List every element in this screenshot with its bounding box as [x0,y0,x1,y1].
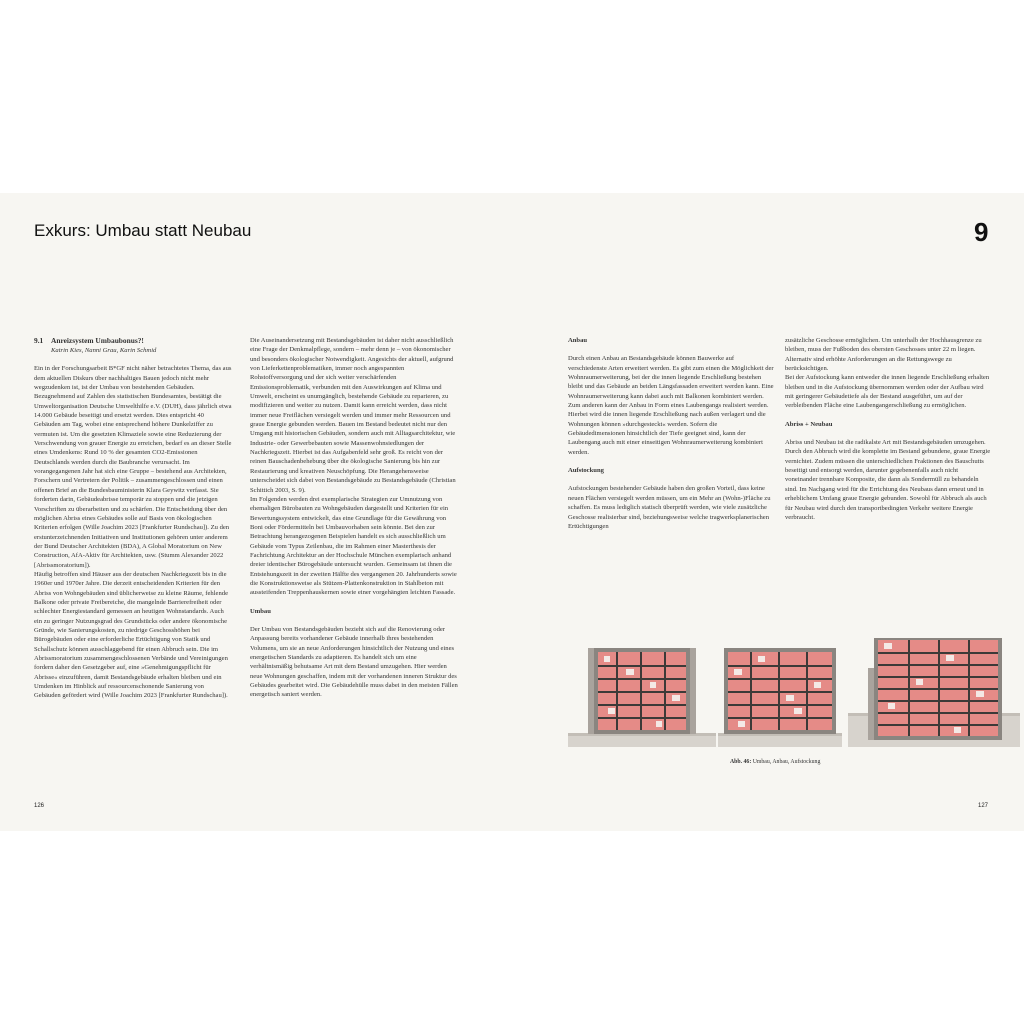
caption-label: Abb. 46: [730,759,752,765]
subheading-abriss-neubau: Abriss + Neubau [785,420,833,428]
building-models-illustration [568,638,1020,748]
text-column-2 [250,336,458,700]
section-authors: Katrin Kies, Nanni Grau, Karin Schmid [51,347,157,354]
caption-text: Umbau, Anbau, Aufstockung [751,759,821,765]
chapter-title: Exkurs: Umbau statt Neubau [34,221,252,240]
paragraph: zusätzliche Geschosse ermöglichen. Um unterhalb der Hochhausgrenze zu bleiben, muss der Fußboden des obersten Geschosses unter 22 m liegen. Alternativ sind erhöhte Anforderungen an die Rettungswege zu berücksichtigen. [785,337,982,373]
page-number-right: 127 [978,803,989,809]
model-anbau [718,648,842,747]
page-number-left: 126 [34,803,45,809]
text-column-1 [34,336,232,701]
chapter-number: 9 [974,217,989,247]
subheading-anbau: Anbau [568,337,588,344]
section-heading [34,336,232,346]
paragraph: Im Folgenden werden drei exemplarische Strategien zur Umnutzung von ehemaligen Bürobauten zu Wohngebäuden dargestellt und Kriterien für ein Bewertungssystem entwickelt, das eine Grundlage für die Gewährung von Boni oder Fördermitteln bei Umbauvorhaben sein könnte. Bei den zur Betrachtung herangezogenen Beispielen handelt es sich ausschließlich um Gebäude vom Typus Zeilenbau, die im Rahmen einer Masterthesis der Fachrichtung Architektur an der Hochschule München exemplarisch anhand dreier identischer Bürogebäude untersucht wurden. Gemeinsam ist ihnen die Entstehungszeit in der zweiten Hälfte des vergangenen 20. Jahrhunderts sowie die Konstruktionsweise als Stützen-Plattenkonstruktion in Stahlbeton mit aussteifenden Treppenhauskernen sowie einer vorgehängten leichten Fassade. [250,495,457,597]
subheading-umbau: Umbau [250,607,271,615]
paragraph: Die Auseinandersetzung mit Bestandsgebäuden ist daher nicht ausschließlich eine Frage der Denkmalpflege, sondern – mehr denn je – von ökonomischer und besonders ökologischer Notwendigkeit. Angesichts der aktuell, aufgrund von Lieferkettenproblematiken, immer noch angespannten Rohstoffversorgung und der sich weiter verschärfenden Emissionsproblematik, verbunden mit den Auswirkungen auf Klima und Umwelt, erscheint es unumgänglich, bestehende Gebäude zu reparieren, zu modifizieren und weiter zu nutzen. Damit kann erreicht werden, dass nicht immer neue Freiflächen versiegelt werden und immer mehr Ressourcen und graue Energie gebunden werden. Bauen im Bestand bedeutet nicht nur den Umgang mit historischen Gebäuden, sondern auch mit Alltagsarchitektur, wie Industrie- oder Gewerbebauten sowie Massenwohnsiedlungen der Nachkriegszeit. Hierbei ist das Aufgabenfeld sehr groß. Es reicht von der reinen Bauschadenbehebung über die ökologische Sanierung bis hin zur Restaurierung und kreativen Neuschöpfung. Die Herangehensweise unterscheidet sich dabei von Bestandsgebäude zu Bestandsgebäude (Christian Schittich 2003, S. 9). [250,337,456,494]
text-column-4 [785,336,991,522]
section-title: Anreizsystem Umbaubonus?! [51,336,144,345]
paragraph: Bezugnehmend auf Zahlen des statistischen Bundesamtes, bestätigt die Umweltorganisation Deutsche Umwelthilfe e.V. (DUH), dass jährlich etwa 14.000 Gebäude beseitigt und ersetzt werden. Dies entspricht 40 Gebäuden am Tag, wobei eine entsprechend höhere Dunkelziffer zu vermuten ist. Um die gesetzten Klimaziele sowie eine Reduzierung der Verschwendung von grauer Energie zu erreichen, bedarf es an dieser Stelle eines Umdenkens: Rund 10 % der gesamten CO2-Emissionen Deutschlands werden durch die Baubranche verursacht. Im vorangegangenen Jahr hat sich eine Gruppe – bestehend aus Architekten, Forschern und Vertretern der Politik – zusammengeschlossen und einen offenen Brief an die Bundesbauministerin Klara Geywitz verfasst. Sie forderten darin, Gebäudeabrisse temporär zu stoppen und die jetzigen Vorschriften zu überarbeiten und zu schärfen. Die Entscheidung über den möglichen Abriss eines Gebäudes solle auf Basis von ökologischen Kriterien erfolgen (Wille Joachim 2023 [Frankfurter Rundschau]). Zu den erstunterzeichnenden Initiativen und Institutionen gehören unter anderem der Bund Deutscher Architekten (BDA), A Global Moratorium on New Construction, AfA-Aktiv für Architekten, usw. (Stumm Alexander 2022 [Abrissmoratorium]). [34,393,232,569]
building-models-figure [568,638,1020,748]
section-number: 9.1 [34,336,44,345]
paragraph: Bei der Aufstockung kann entweder die innen liegende Erschließung erhalten bleiben und in die Aufstockung übernommen werden oder der Aufbau wird mit geringerer Gebäudetiefe als der Bestand ausgeführt, um auf der verbleibenden Fläche eine Laubengangerschließung zu ermöglichen. [785,374,990,410]
paragraph: Abriss und Neubau ist die radikalste Art mit Bestandsgebäuden umzugehen. Durch den Abbruch wird die komplette im Bestand gebundene, graue Energie vernichtet. Zudem müssen die unterschiedlichen Fraktionen des Bauschutts beseitigt und entsorgt werden, darunter gegebenenfalls auch nicht voneinander trennbare Komposite, die dann als Sondermüll zu behandeln sind. Im Nachgang wird für die Errichtung des Neubaus dann erneut und in erheblichem Umfang graue Energie gebunden. Sowohl für Abbruch als auch für Neubau wird durch den transportbedingten Verkehr weitere Energie verbraucht. [785,439,991,521]
paragraph: Der Umbau von Bestandsgebäuden bezieht sich auf die Renovierung oder Anpassung bereits vorhandener Gebäude innerhalb ihres bestehenden Volumens, um sie an neue Anforderungen hinsichtlich der Nutzung und eines energetischen Standards zu adaptieren. Es handelt sich um eine verhältnismäßig behutsame Art mit dem Bestand umzugehen. Hier werden neue Wohnungen geschaffen, indem mit der vorhandenen inneren Struktur des Gebäudes gearbeitet wird. Die Gebäudehülle muss dabei in den meisten Fällen energetisch saniert werden. [250,625,458,699]
figure-caption [730,759,850,765]
paragraph: Ein in der Forschungsarbeit B*GF nicht näher betrachtetes Thema, das aus dem aktuellen Diskurs über nachhaltiges Bauen jedoch nicht mehr wegzudenken ist, ist der Umbau von bestehenden Gebäuden. [34,365,232,392]
paragraph: Aufstockungen bestehender Gebäude haben den großen Vorteil, dass keine neuen Flächen versiegelt werden müssen, um ein Mehr an (Wohn-)Fläche zu schaffen. Es muss lediglich statisch überprüft werden, wie viele zusätzliche Geschosse realisierbar sind, beziehungsweise welche tragwerksplanerischen Ertüchtigungen [568,485,771,530]
subheading-aufstockung: Aufstockung [568,467,604,475]
paragraph: Durch einen Anbau an Bestandsgebäude können Bauwerke auf verschiedenste Arten erweitert werden. Es gibt zum einen die Möglichkeit der Wohnraumerweiterung, bei der die innen liegende Erschließung bestehen bleibt und das Gebäude an beiden Längsfassaden erweitert werden kann. Eine Wohnraumerweiterung kann dabei auch mit Balkonen kombiniert werden. Zum anderen kann der Anbau in Form eines Laubengangs realisiert werden. Hierbei wird die innen liegende Erschließung nach außen verlagert und die Wohnungen können »durchgesteckt« werden. Sofern die Gebäudedimensionen hinsichtlich der Tiefe geeignet sind, kann der Laubengang auch mit einer einseitigen Wohnraumerweiterung kombiniert werden. [568,355,774,456]
model-umbau [568,648,716,747]
text-column-3 [568,336,774,531]
model-aufstockung [848,638,1020,747]
paragraph: Häufig betroffen sind Häuser aus der deutschen Nachkriegszeit bis in die 1960er und 1970er Jahre. Die derzeit entscheidenden Kriterien für den Abriss von Wohngebäuden sind üblicherweise zu kleine Räume, fehlende Balkone oder private Freibereiche, die mangelnde Barrierefreiheit oder schlechter Energiestandard gemessen an heutigen Wohnstandards. Auch ein zu geringer Nutzungsgrad des Grundstücks oder andere ökonomische Gründe, wie Sanierungskosten, zu niedrige Geschosshöhen bei Bürogebäuden oder eine erforderliche Ertüchtigung von Statik und Schallschutz können ausschlaggebend für einen Abbruch sein. Die im Abrissmoratorium zusammengeschlossenen Verbände und Vereinigungen fordern daher den Gesetzgeber auf, eine »Genehmigungspflicht für Abrisse« einzuführen, damit Bestandsgebäude erhalten bleiben und ein Umdenken im Hinblick auf ressourcenschonende Sanierung von Gebäuden gefördert wird (Wille Joachim 2023 [Frankfurter Rundschau]). [34,570,228,700]
book-spread [0,193,1024,831]
